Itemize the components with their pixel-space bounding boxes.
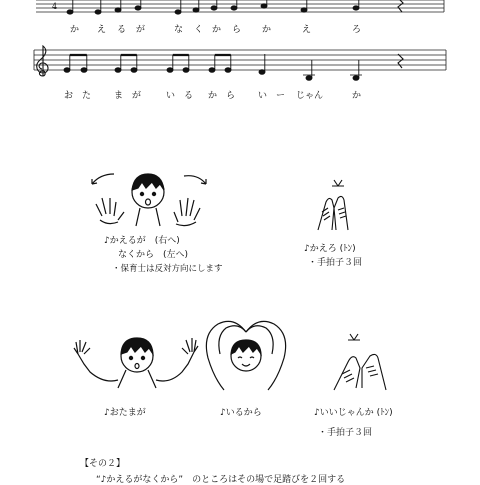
lyric-syllable: な bbox=[174, 25, 184, 35]
lyric-syllable: ー bbox=[276, 91, 286, 101]
lyric-syllable: く bbox=[194, 25, 204, 35]
lyric-syllable: か bbox=[70, 25, 80, 35]
lyric-syllable: ら bbox=[226, 91, 236, 101]
lyric-syllable: ま bbox=[114, 91, 124, 101]
treble-clef-icon bbox=[37, 46, 48, 76]
lyric-syllable: ろ bbox=[352, 25, 362, 35]
lyric-syllable: じゃん bbox=[296, 91, 324, 101]
time-signature-glyph: 4 bbox=[52, 2, 58, 11]
lyric-syllable: え bbox=[97, 25, 107, 35]
child-heart-arms-illustration bbox=[198, 318, 294, 396]
caption-line: ♪いるから bbox=[220, 408, 262, 418]
music-staff-1 bbox=[0, 0, 480, 24]
lyric-syllable: い bbox=[166, 91, 176, 101]
caption-line: ♪かえろ (ﾄﾝ) bbox=[304, 244, 356, 254]
spark-icon bbox=[348, 334, 360, 340]
lyric-syllable: か bbox=[208, 91, 218, 101]
lyric-syllable: る bbox=[117, 25, 127, 35]
lyric-syllable: か bbox=[212, 25, 222, 35]
clapping-hands-illustration-2 bbox=[330, 332, 410, 392]
lyric-syllable: い bbox=[258, 91, 268, 101]
lyric-syllable: が bbox=[132, 91, 142, 101]
caption-line: ♪いいじゃんか (ﾄﾝ) bbox=[314, 408, 393, 418]
caption-note: ・保育士は反対方向にします bbox=[112, 264, 223, 274]
section-text: “♪かえるがなくから” のところはその場で足踏びを２回する bbox=[96, 475, 346, 485]
lyric-syllable: か bbox=[352, 91, 362, 101]
child-raised-arms-illustration bbox=[74, 324, 200, 390]
lyric-syllable: る bbox=[184, 91, 194, 101]
lyric-syllable: ら bbox=[232, 25, 242, 35]
caption-line: なくから (左へ) bbox=[118, 250, 189, 260]
child-waving-hands-illustration bbox=[84, 164, 214, 230]
caption-otamaga bbox=[104, 406, 146, 420]
caption-kaero bbox=[304, 242, 362, 270]
clapping-hands-illustration bbox=[308, 178, 368, 238]
lyric-syllable: お bbox=[64, 91, 74, 101]
lyric-syllable: か bbox=[262, 25, 272, 35]
spark-icon bbox=[332, 180, 344, 186]
caption-iijanka bbox=[314, 406, 393, 440]
caption-line: ・手拍子３回 bbox=[318, 428, 373, 438]
caption-frog-cry bbox=[104, 234, 223, 276]
lyric-syllable: え bbox=[302, 25, 312, 35]
caption-line: ♪おたまが bbox=[104, 408, 146, 418]
section-heading: 【その２】 bbox=[80, 459, 126, 469]
lyric-syllable: た bbox=[82, 91, 92, 101]
caption-line: ♪かえるが (右へ) bbox=[104, 236, 180, 246]
caption-irukara bbox=[220, 406, 262, 420]
caption-line: ・手拍子３回 bbox=[308, 258, 363, 268]
lyric-syllable: が bbox=[136, 25, 146, 35]
